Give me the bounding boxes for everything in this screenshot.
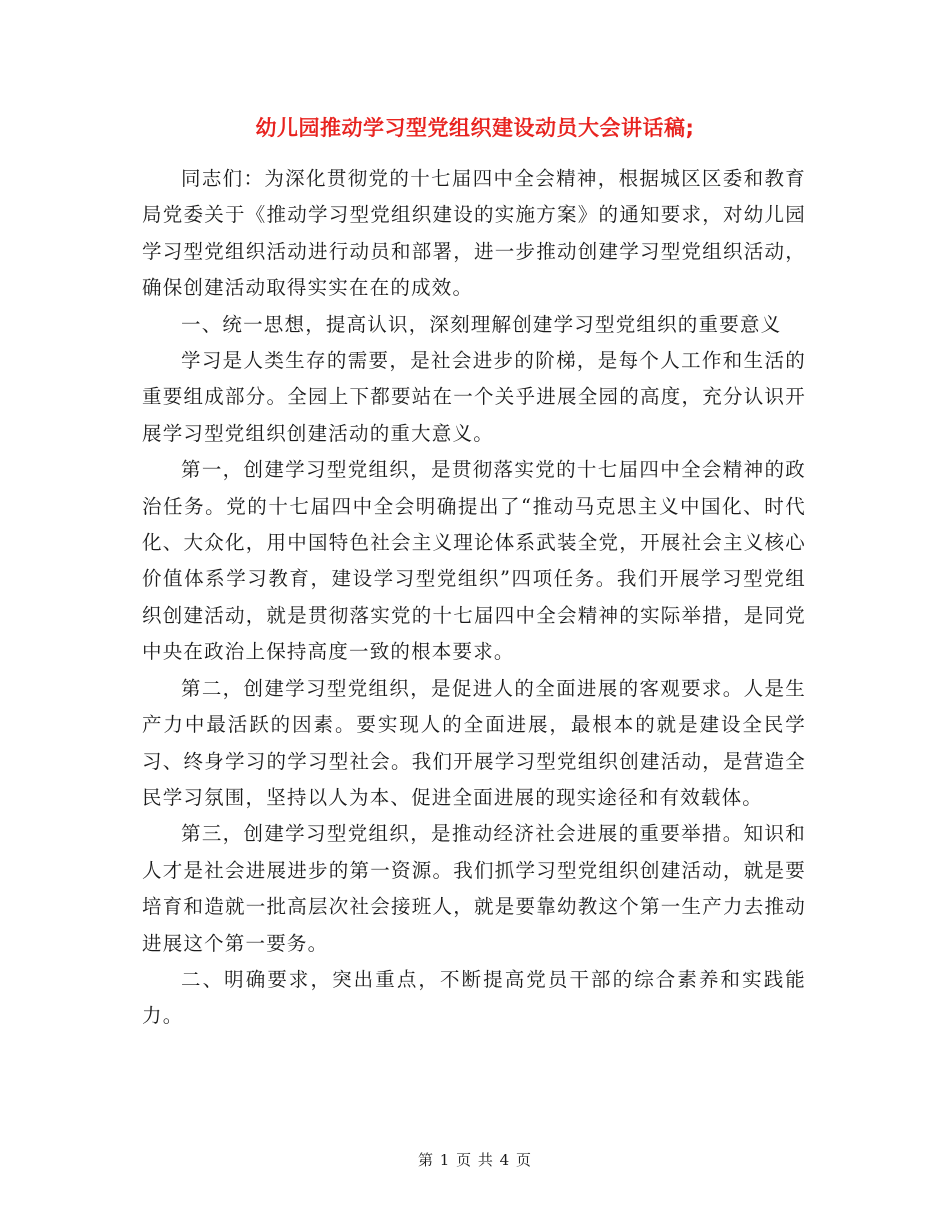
paragraph-first: 第一，创建学习型党组织，是贯彻落实党的十七届四中全会精神的政治任务。党的十七届四中全会明确提出了“推动马克思主义中国化、时代化、大众化，用中国特色社会主义理论体系武装全党，开展社会主义核心价值体系学习教育，建设学习型党组织”四项任务。我们开展学习型党组织创建活动，就是贯彻落实党的十七届四中全会精神的实际举措，是同党中央在政治上保持高度一致的根本要求。 xyxy=(142,458,806,664)
paragraph-third: 第三，创建学习型党组织，是推动经济社会进展的重要举措。知识和人才是社会进展进步的第一资源。我们抓学习型党组织创建活动，就是要培育和造就一批高层次社会接班人，就是要靠幼教这个第一生产力去推动进展这个第一要务。 xyxy=(142,822,806,955)
paragraph-second: 第二，创建学习型党组织，是促进人的全面进展的客观要求。人是生产力中最活跃的因素。要实现人的全面进展，最根本的就是建设全民学习、终身学习的学习型社会。我们开展学习型党组织创建活动，是营造全民学习氛围，坚持以人为本、促进全面进展的现实途径和有效载体。 xyxy=(142,676,806,809)
section-heading-1: 一、统一思想，提高认识，深刻理解创建学习型党组织的重要意义 xyxy=(181,312,782,336)
document-body xyxy=(142,161,806,1035)
paragraph-learning: 学习是人类生存的需要，是社会进步的阶梯，是每个人工作和生活的重要组成部分。全园上下都要站在一个关乎进展全园的高度，充分认识开展学习型党组织创建活动的重大意义。 xyxy=(142,349,806,445)
paragraph-greeting: 同志们：为深化贯彻党的十七届四中全会精神，根据城区区委和教育局党委关于《推动学习型党组织建设的实施方案》的通知要求，对幼儿园学习型党组织活动进行动员和部署，进一步推动创建学习型党组织活动，确保创建活动取得实实在在的成效。 xyxy=(142,167,806,300)
section-heading-2: 二、明确要求，突出重点，不断提高党员干部的综合素养和实践能力。 xyxy=(142,967,806,1028)
page-number-footer: 第 1 页 共 4 页 xyxy=(418,1151,532,1169)
document-title: 幼儿园推动学习型党组织建设动员大会讲话稿; xyxy=(255,116,695,140)
